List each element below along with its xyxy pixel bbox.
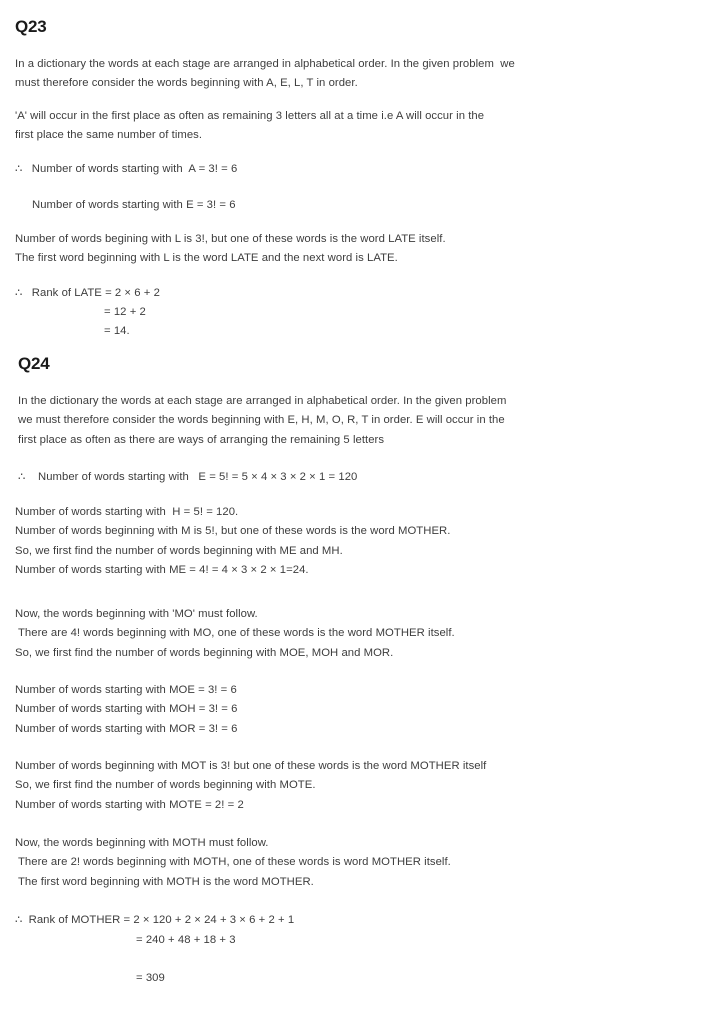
text-line: Number of words starting with E = 3! = 6 (32, 199, 236, 211)
equation-q23-count-a (15, 160, 237, 179)
text-line: must therefore consider the words beginning with A, E, L, T in order. (15, 77, 358, 90)
text-line: Number of words beginning with M is 5!, but one of these words is the word MOTHER. (15, 525, 451, 538)
text-line: ∴ Number of words starting with A = 3! = 6 (15, 163, 238, 175)
text-line: Number of words starting with MOE = 3! = 6 (15, 684, 237, 696)
text-line: ∴ Number of words starting with E = 5! = 5 × 4 × 3 × 2 × 1 = 120 (18, 471, 358, 483)
paragraph-q24-intro (18, 392, 506, 450)
text-line: So, we first find the number of words beginning with MOTE. (15, 779, 316, 792)
text-line: There are 2! words beginning with MOTH, one of these words is word MOTHER itself. (15, 856, 451, 869)
paragraph-q24-mot-mote (15, 757, 486, 815)
paragraph-q23-letter-l (15, 230, 446, 269)
text-line: The first word beginning with MOTH is the word MOTHER. (15, 875, 314, 888)
text-line: Number of words starting with ME = 4! = 4 × 3 × 2 × 1=24. (15, 563, 309, 576)
paragraph-q23-intro (15, 55, 515, 94)
equation-q23-rank-late-steps (104, 303, 146, 342)
text-line: = 240 + 48 + 18 + 3 (136, 934, 236, 946)
text-line: = 14. (104, 325, 130, 338)
text-line: Now, the words beginning with 'MO' must follow. (15, 608, 258, 620)
paragraph-q24-mo-prefix (15, 605, 455, 663)
paragraph-q24-moth (15, 834, 451, 892)
paragraph-q23-letter-a (15, 107, 484, 146)
text-line: So, we first find the number of words beginning with ME and MH. (15, 544, 343, 557)
text-line: = 12 + 2 (104, 306, 146, 318)
equation-q24-rank-mother-step2 (136, 931, 236, 950)
text-line: In a dictionary the words at each stage are arranged in alphabetical order. In the given problem we (15, 58, 515, 70)
equations-q24-moe-moh-mor (15, 681, 237, 739)
text-line: In the dictionary the words at each stage are arranged in alphabetical order. In the given problem (18, 395, 507, 407)
equation-q23-rank-late (15, 284, 160, 303)
text-line: There are 4! words beginning with MO, one of these words is the word MOTHER itself. (15, 627, 455, 640)
equation-q24-rank-mother (15, 911, 294, 930)
text-line: Number of words beginning with MOT is 3! but one of these words is the word MOTHER itself (15, 760, 487, 772)
text-line: = 309 (136, 972, 165, 984)
text-line: Now, the words beginning with MOTH must follow. (15, 837, 269, 849)
equation-q24-rank-mother-result (136, 969, 165, 988)
paragraph-q24-counts-h-m-me (15, 503, 450, 580)
text-line: Number of words begining with L is 3!, but one of these words is the word LATE itself. (15, 233, 446, 245)
text-line: ∴ Rank of LATE = 2 × 6 + 2 (15, 287, 160, 299)
text-line: first place as often as there are ways of arranging the remaining 5 letters (18, 433, 385, 446)
text-line: Number of words starting with H = 5! = 120. (15, 506, 239, 518)
page-title-q24: Q24 (18, 354, 50, 373)
equation-q23-count-e (32, 196, 236, 215)
equation-q24-count-e (18, 468, 357, 487)
text-line: Number of words starting with MOTE = 2! = 2 (15, 798, 244, 811)
text-line: Number of words starting with MOH = 3! = 6 (15, 703, 238, 716)
text-line: we must therefore consider the words beginning with E, H, M, O, R, T in order. E will occur in the (18, 414, 505, 427)
text-line: The first word beginning with L is the word LATE and the next word is LATE. (15, 252, 398, 265)
page-title-q23: Q23 (15, 17, 47, 36)
text-line: So, we first find the number of words beginning with MOE, MOH and MOR. (15, 646, 394, 659)
text-line: first place the same number of times. (15, 129, 203, 142)
text-line: 'A' will occur in the first place as often as remaining 3 letters all at a time i.e A will occur in the (15, 110, 485, 122)
text-line: ∴ Rank of MOTHER = 2 × 120 + 2 × 24 + 3 × 6 + 2 + 1 (15, 914, 295, 926)
text-line: Number of words starting with MOR = 3! = 6 (15, 722, 238, 735)
